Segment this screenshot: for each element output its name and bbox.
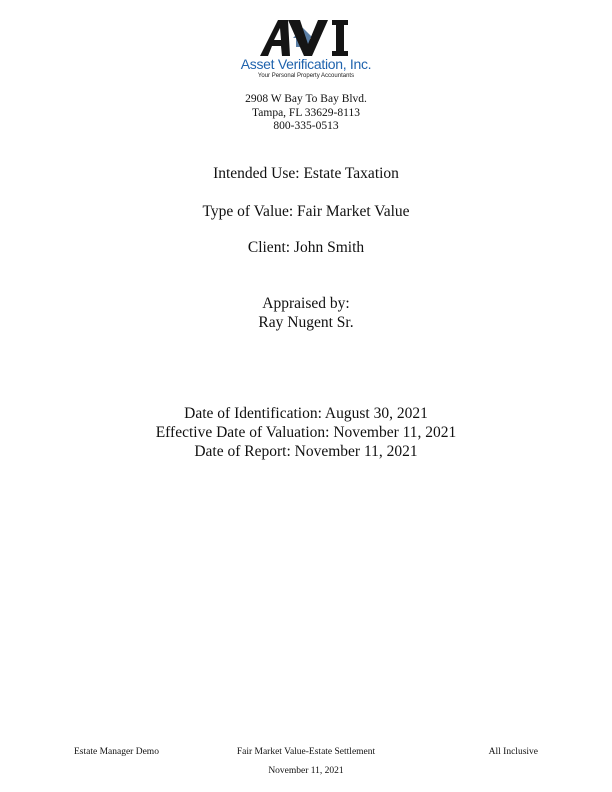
company-address xyxy=(0,93,612,134)
footer-date: November 11, 2021 xyxy=(268,766,344,776)
appraiser-name: Ray Nugent Sr. xyxy=(258,314,354,331)
appraised-by-label: Appraised by: xyxy=(262,295,350,312)
company-name: Asset Verification, Inc. xyxy=(240,56,372,72)
footer-left: Estate Manager Demo xyxy=(74,747,159,757)
address-city: Tampa, FL 33629-8113 xyxy=(252,106,360,119)
address-phone: 800-335-0513 xyxy=(273,120,339,132)
footer-center: Fair Market Value-Estate Settlement xyxy=(236,747,376,757)
avi-logo-mark xyxy=(258,18,358,58)
company-logo xyxy=(0,18,612,80)
footer-right: All Inclusive xyxy=(488,747,538,757)
date-of-report: Date of Report: November 11, 2021 xyxy=(194,443,418,460)
effective-date-of-valuation: Effective Date of Valuation: November 11, 2021 xyxy=(155,424,457,441)
intended-use: Intended Use: Estate Taxation xyxy=(213,165,399,182)
client: Client: John Smith xyxy=(247,239,365,256)
type-of-value: Type of Value: Fair Market Value xyxy=(202,203,410,220)
company-tagline: Your Personal Property Accountants xyxy=(257,73,355,79)
address-street: 2908 W Bay To Bay Blvd. xyxy=(245,93,367,105)
date-of-identification: Date of Identification: August 30, 2021 xyxy=(184,405,428,422)
